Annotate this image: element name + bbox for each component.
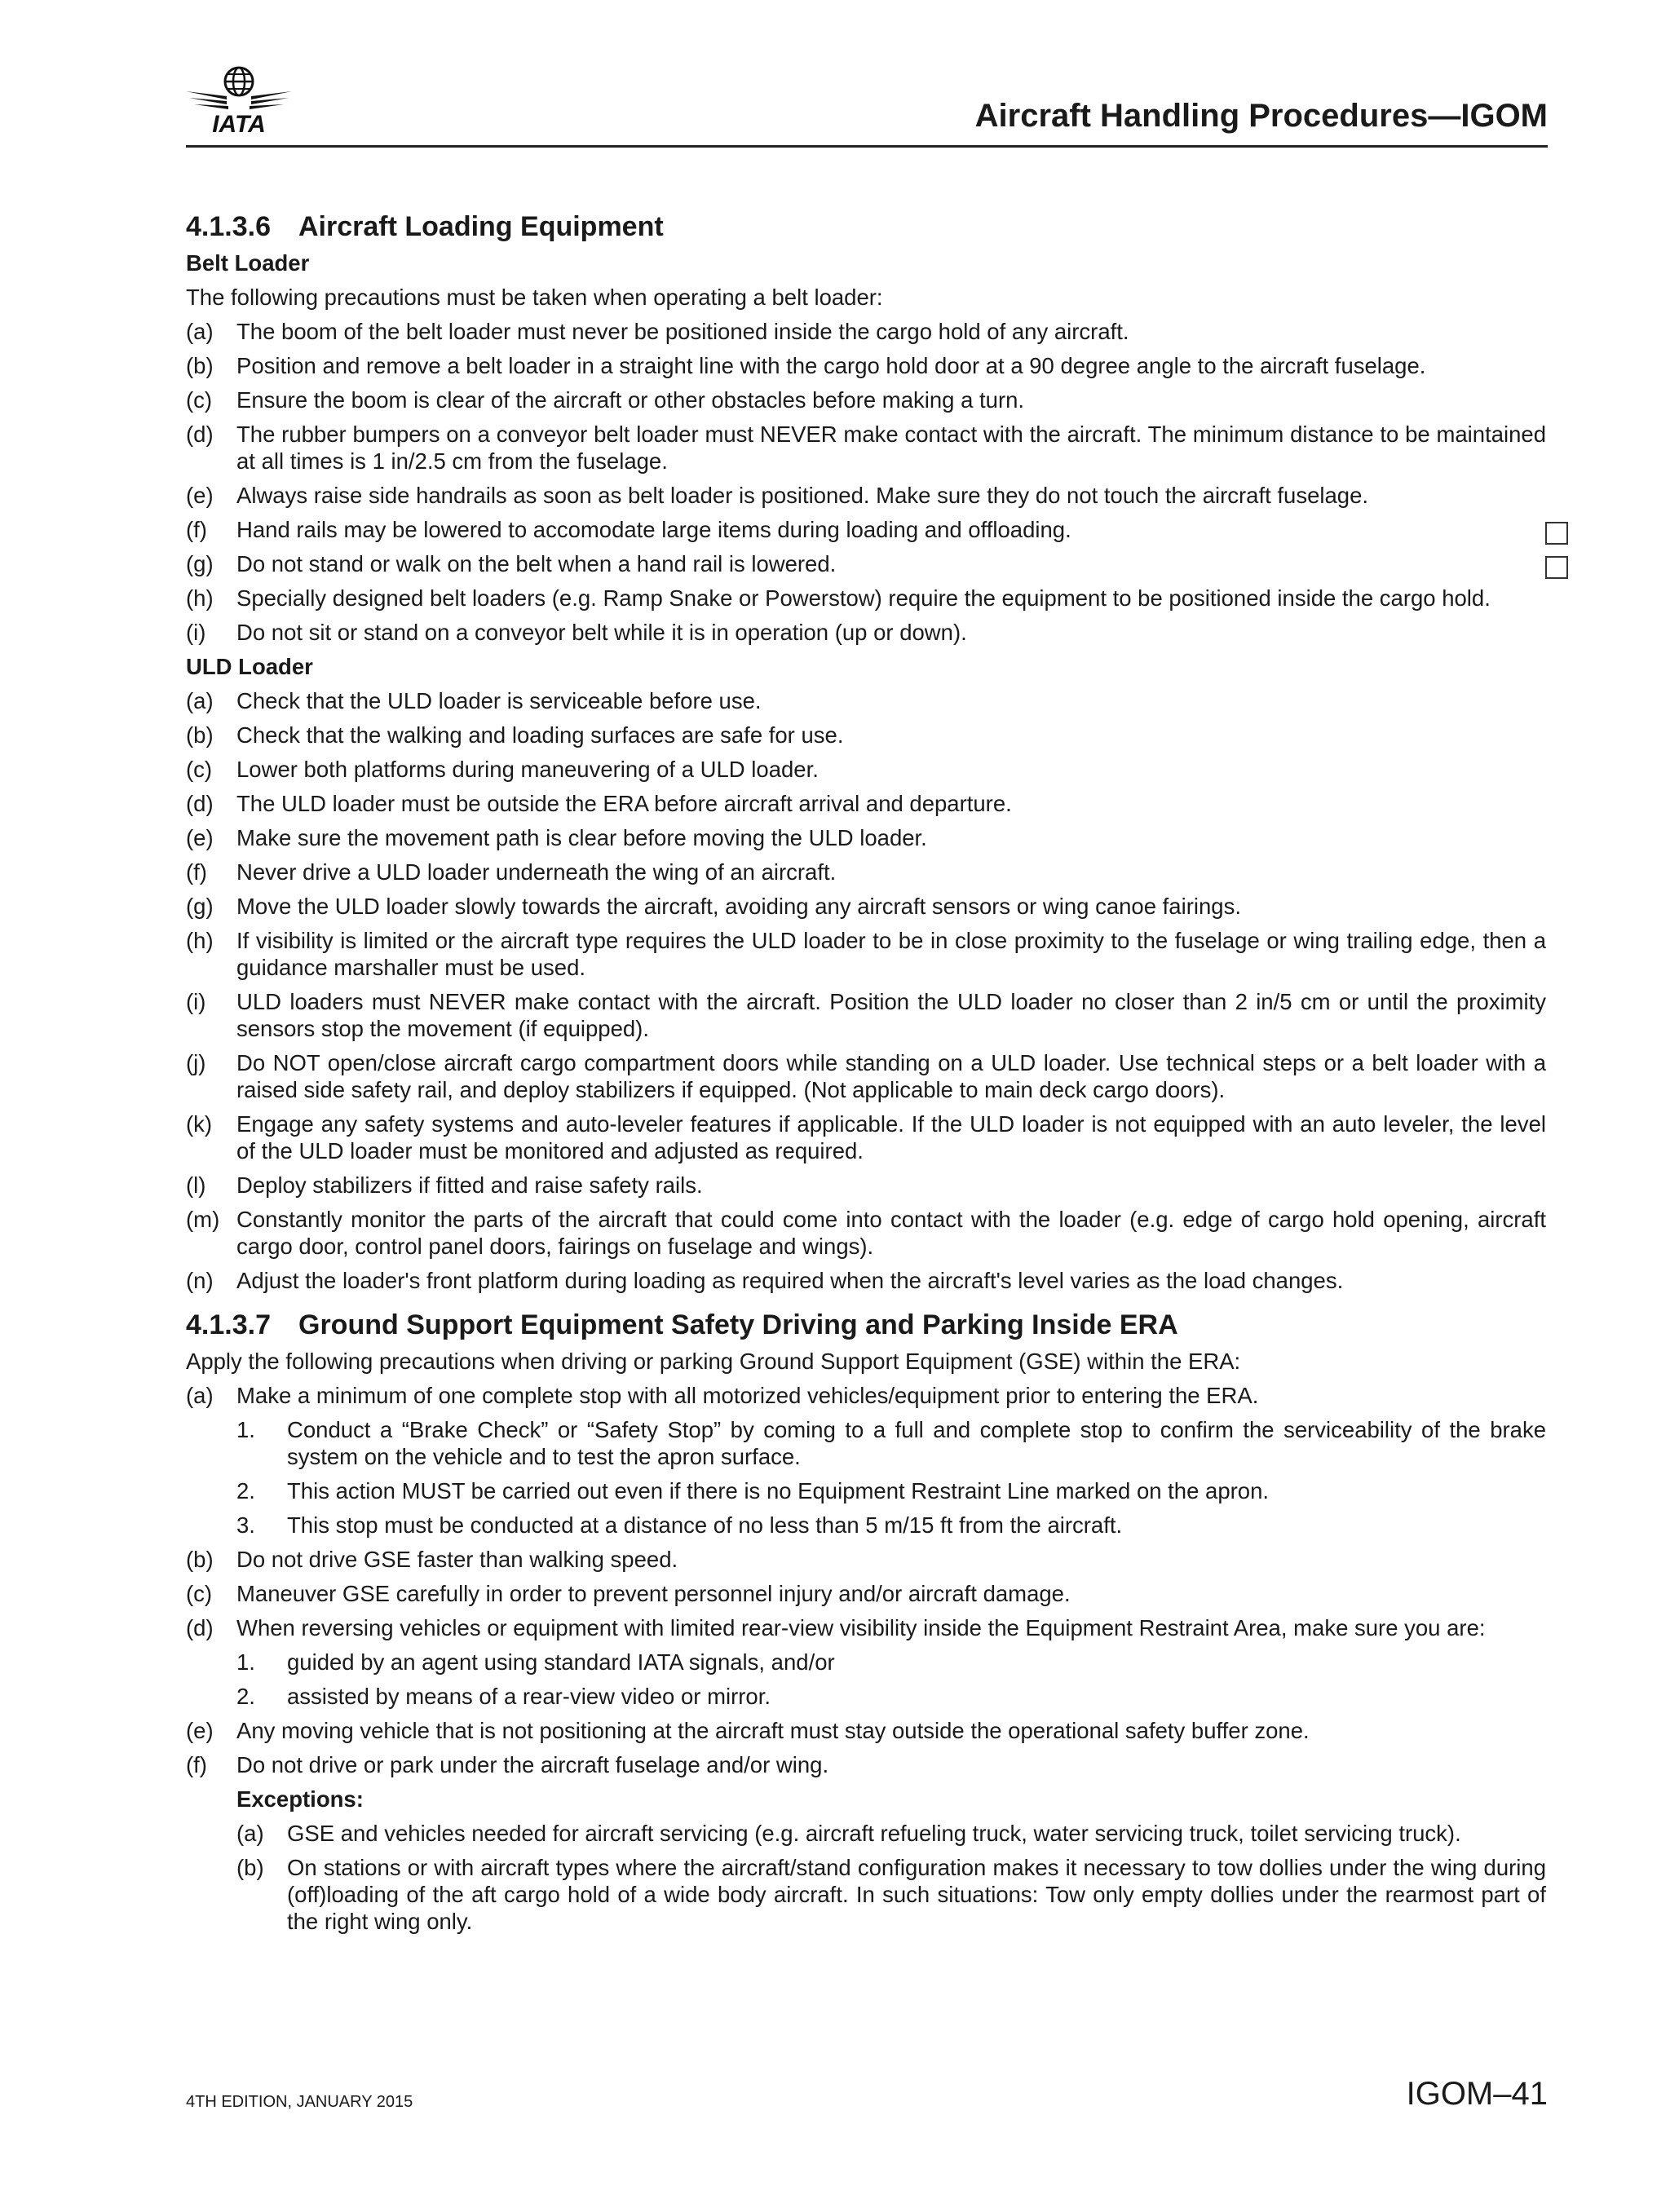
list-item [186, 1614, 1546, 1641]
list-item [186, 550, 1546, 577]
sub-item-label: 2. [236, 1684, 255, 1709]
item-label: (a) [186, 1383, 214, 1408]
item-text: Check that the ULD loader is serviceable before use. [236, 688, 762, 713]
page-content [186, 210, 1546, 1942]
item-text: Do not stand or walk on the belt when a hand rail is lowered. [236, 551, 837, 576]
item-label: (a) [186, 319, 214, 344]
item-label: (d) [186, 422, 214, 447]
list-item [186, 859, 1546, 885]
item-label: (e) [186, 825, 214, 850]
svg-text:IATA: IATA [212, 111, 266, 137]
sub-list-item [236, 1683, 1546, 1710]
list-item [186, 1049, 1546, 1103]
item-label: (e) [186, 1718, 214, 1743]
item-label: (g) [186, 551, 214, 576]
sub-list-item [236, 1649, 1546, 1676]
belt-loader-heading: Belt Loader [186, 250, 310, 276]
section-number: 4.1.3.7 [186, 1309, 271, 1340]
list-item [186, 1546, 1546, 1573]
item-text: Adjust the loader's front platform during loading as required when the aircraft's level varies as the load changes. [236, 1268, 1344, 1293]
item-label: (f) [186, 517, 207, 542]
item-text: Do NOT open/close aircraft cargo compartment doors while standing on a ULD loader. Use technical steps or a belt loader with a raised side safety rail, and deploy stabilizers if equipped. (Not applicable to main deck cargo doors). [236, 1050, 1546, 1102]
item-text: Always raise side handrails as soon as belt loader is positioned. Make sure they do not touch the aircraft fuselage. [236, 483, 1368, 508]
item-label: (b) [186, 353, 214, 378]
sub-item-text: guided by an agent using standard IATA signals, and/or [287, 1649, 835, 1675]
item-text: Do not drive or park under the aircraft fuselage and/or wing. [236, 1752, 829, 1777]
section-heading-4-1-3-7 [186, 1309, 1546, 1341]
item-label: (h) [186, 928, 214, 953]
running-header-title: Aircraft Handling Procedures—IGOM [974, 98, 1548, 134]
item-text: The ULD loader must be outside the ERA before aircraft arrival and departure. [236, 791, 1012, 816]
footer-page-number: IGOM–41 [1406, 2076, 1548, 2112]
item-text: Maneuver GSE carefully in order to prevent personnel injury and/or aircraft damage. [236, 1581, 1071, 1606]
revision-checkbox-f[interactable] [1545, 522, 1568, 545]
header-rule [186, 145, 1548, 148]
list-item [186, 1206, 1546, 1260]
item-text: Any moving vehicle that is not positioning at the aircraft must stay outside the operational safety buffer zone. [236, 1718, 1310, 1743]
item-text: Deploy stabilizers if fitted and raise safety rails. [236, 1172, 703, 1198]
item-text: Hand rails may be lowered to accomodate large items during loading and offloading. [236, 517, 1071, 542]
exception-label: (a) [236, 1821, 264, 1846]
section-heading-4-1-3-6 [186, 210, 1546, 243]
sub-item-text: This stop must be conducted at a distance of no less than 5 m/15 ft from the aircraft. [287, 1512, 1123, 1538]
list-item [186, 585, 1546, 612]
list-item [186, 722, 1546, 748]
item-text: Engage any safety systems and auto-leveler features if applicable. If the ULD loader is not equipped with an auto leveler, the level of the ULD loader must be monitored and adjusted as required. [236, 1111, 1546, 1163]
revision-checkbox-g[interactable] [1545, 556, 1568, 579]
exception-item [236, 1820, 1546, 1847]
gse-intro: Apply the following precautions when driving or parking Ground Support Equipment (GSE) within the ERA: [186, 1349, 1241, 1374]
list-item [186, 1110, 1546, 1164]
sub-item-label: 1. [236, 1649, 255, 1675]
iata-logo [186, 64, 292, 137]
sub-list-item [236, 1512, 1546, 1539]
list-item [186, 1751, 1546, 1778]
list-item [186, 352, 1546, 379]
item-label: (e) [186, 483, 214, 508]
item-label: (d) [186, 791, 214, 816]
item-text: Move the ULD loader slowly towards the aircraft, avoiding any aircraft sensors or wing canoe fairings. [236, 894, 1241, 919]
item-text: If visibility is limited or the aircraft type requires the ULD loader to be in close proximity to the fuselage or wing trailing edge, then a guidance marshaller must be used. [236, 928, 1546, 980]
item-text: Check that the walking and loading surfaces are safe for use. [236, 722, 844, 748]
list-item [186, 687, 1546, 714]
item-label: (l) [186, 1172, 206, 1198]
list-item [186, 893, 1546, 920]
section-number: 4.1.3.6 [186, 211, 271, 242]
item-label: (a) [186, 688, 214, 713]
sub-item-label: 2. [236, 1478, 255, 1503]
sub-item-text: Conduct a “Brake Check” or “Safety Stop” by coming to a full and complete stop to confirm the serviceability of the brake system on the vehicle and to test the apron surface. [287, 1417, 1546, 1469]
item-text: Lower both platforms during maneuvering of a ULD loader. [236, 757, 819, 782]
item-text: Do not drive GSE faster than walking speed. [236, 1547, 678, 1572]
list-item [186, 1580, 1546, 1607]
uld-loader-heading: ULD Loader [186, 654, 313, 679]
list-item [186, 1382, 1546, 1409]
item-label: (i) [186, 620, 206, 645]
item-label: (d) [186, 1615, 214, 1640]
item-label: (n) [186, 1268, 214, 1293]
exception-text: GSE and vehicles needed for aircraft servicing (e.g. aircraft refueling truck, water servicing truck, toilet servicing truck). [287, 1821, 1461, 1846]
sub-item-text: assisted by means of a rear-view video or mirror. [287, 1684, 771, 1709]
item-text: Constantly monitor the parts of the aircraft that could come into contact with the loader (e.g. edge of cargo hold opening, aircraft cargo door, control panel doors, fairings on fuselage and wings). [236, 1207, 1546, 1259]
list-item [186, 790, 1546, 817]
sub-list-item [236, 1477, 1546, 1504]
item-label: (j) [186, 1050, 206, 1075]
list-item [186, 927, 1546, 981]
list-item [186, 1172, 1546, 1199]
item-label: (b) [186, 722, 214, 748]
list-item [186, 756, 1546, 783]
item-label: (b) [186, 1547, 214, 1572]
item-text: Specially designed belt loaders (e.g. Ramp Snake or Powerstow) require the equipment to be positioned inside the cargo hold. [236, 585, 1491, 611]
item-label: (f) [186, 1752, 207, 1777]
item-text: Do not sit or stand on a conveyor belt while it is in operation (up or down). [236, 620, 967, 645]
sub-list-item [236, 1416, 1546, 1470]
item-text: Never drive a ULD loader underneath the wing of an aircraft. [236, 859, 837, 885]
list-item [186, 482, 1546, 509]
list-item [186, 421, 1546, 475]
list-item [186, 1717, 1546, 1744]
list-item [186, 1267, 1546, 1294]
list-item [186, 824, 1546, 851]
exceptions-heading: Exceptions: [236, 1786, 364, 1812]
list-item [186, 318, 1546, 345]
sub-item-label: 3. [236, 1512, 255, 1538]
item-text: Ensure the boom is clear of the aircraft or other obstacles before making a turn. [236, 387, 1025, 413]
item-label: (f) [186, 859, 207, 885]
item-text: The boom of the belt loader must never be positioned inside the cargo hold of any aircraft. [236, 319, 1129, 344]
item-label: (g) [186, 894, 214, 919]
exception-label: (b) [236, 1855, 264, 1880]
sub-item-text: This action MUST be carried out even if there is no Equipment Restraint Line marked on the apron. [287, 1478, 1270, 1503]
item-text: Make a minimum of one complete stop with all motorized vehicles/equipment prior to entering the ERA. [236, 1383, 1259, 1408]
item-text: Make sure the movement path is clear before moving the ULD loader. [236, 825, 927, 850]
item-label: (k) [186, 1111, 213, 1137]
item-label: (c) [186, 757, 213, 782]
item-label: (h) [186, 585, 214, 611]
exception-item [236, 1854, 1546, 1935]
footer-edition: 4TH EDITION, JANUARY 2015 [186, 2093, 413, 2111]
item-text: Position and remove a belt loader in a straight line with the cargo hold door at a 90 degree angle to the aircraft fuselage. [236, 353, 1426, 378]
list-item [186, 988, 1546, 1042]
exception-text: On stations or with aircraft types where the aircraft/stand configuration makes it necessary to tow dollies under the wing during (off)loading of the aft cargo hold of a wide body aircraft. In such situations: Tow only empty dollies under the rearmost part of the right wing only. [287, 1855, 1546, 1934]
item-label: (m) [186, 1207, 220, 1232]
item-text: When reversing vehicles or equipment with limited rear-view visibility inside the Equipment Restraint Area, make sure you are: [236, 1615, 1486, 1640]
section-title: Aircraft Loading Equipment [298, 211, 664, 242]
item-label: (c) [186, 387, 213, 413]
item-text: ULD loaders must NEVER make contact with the aircraft. Position the ULD loader no closer than 2 in/5 cm or until the proximity sensors stop the movement (if equipped). [236, 989, 1546, 1041]
list-item [186, 619, 1546, 646]
sub-item-label: 1. [236, 1417, 255, 1442]
section-title: Ground Support Equipment Safety Driving and Parking Inside ERA [298, 1309, 1178, 1340]
item-label: (i) [186, 989, 206, 1014]
item-text: The rubber bumpers on a conveyor belt loader must NEVER make contact with the aircraft. The minimum distance to be maintained at all times is 1 in/2.5 cm from the fuselage. [236, 422, 1546, 474]
item-label: (c) [186, 1581, 213, 1606]
list-item [186, 386, 1546, 413]
belt-loader-intro: The following precautions must be taken when operating a belt loader: [186, 285, 883, 310]
list-item [186, 516, 1546, 543]
